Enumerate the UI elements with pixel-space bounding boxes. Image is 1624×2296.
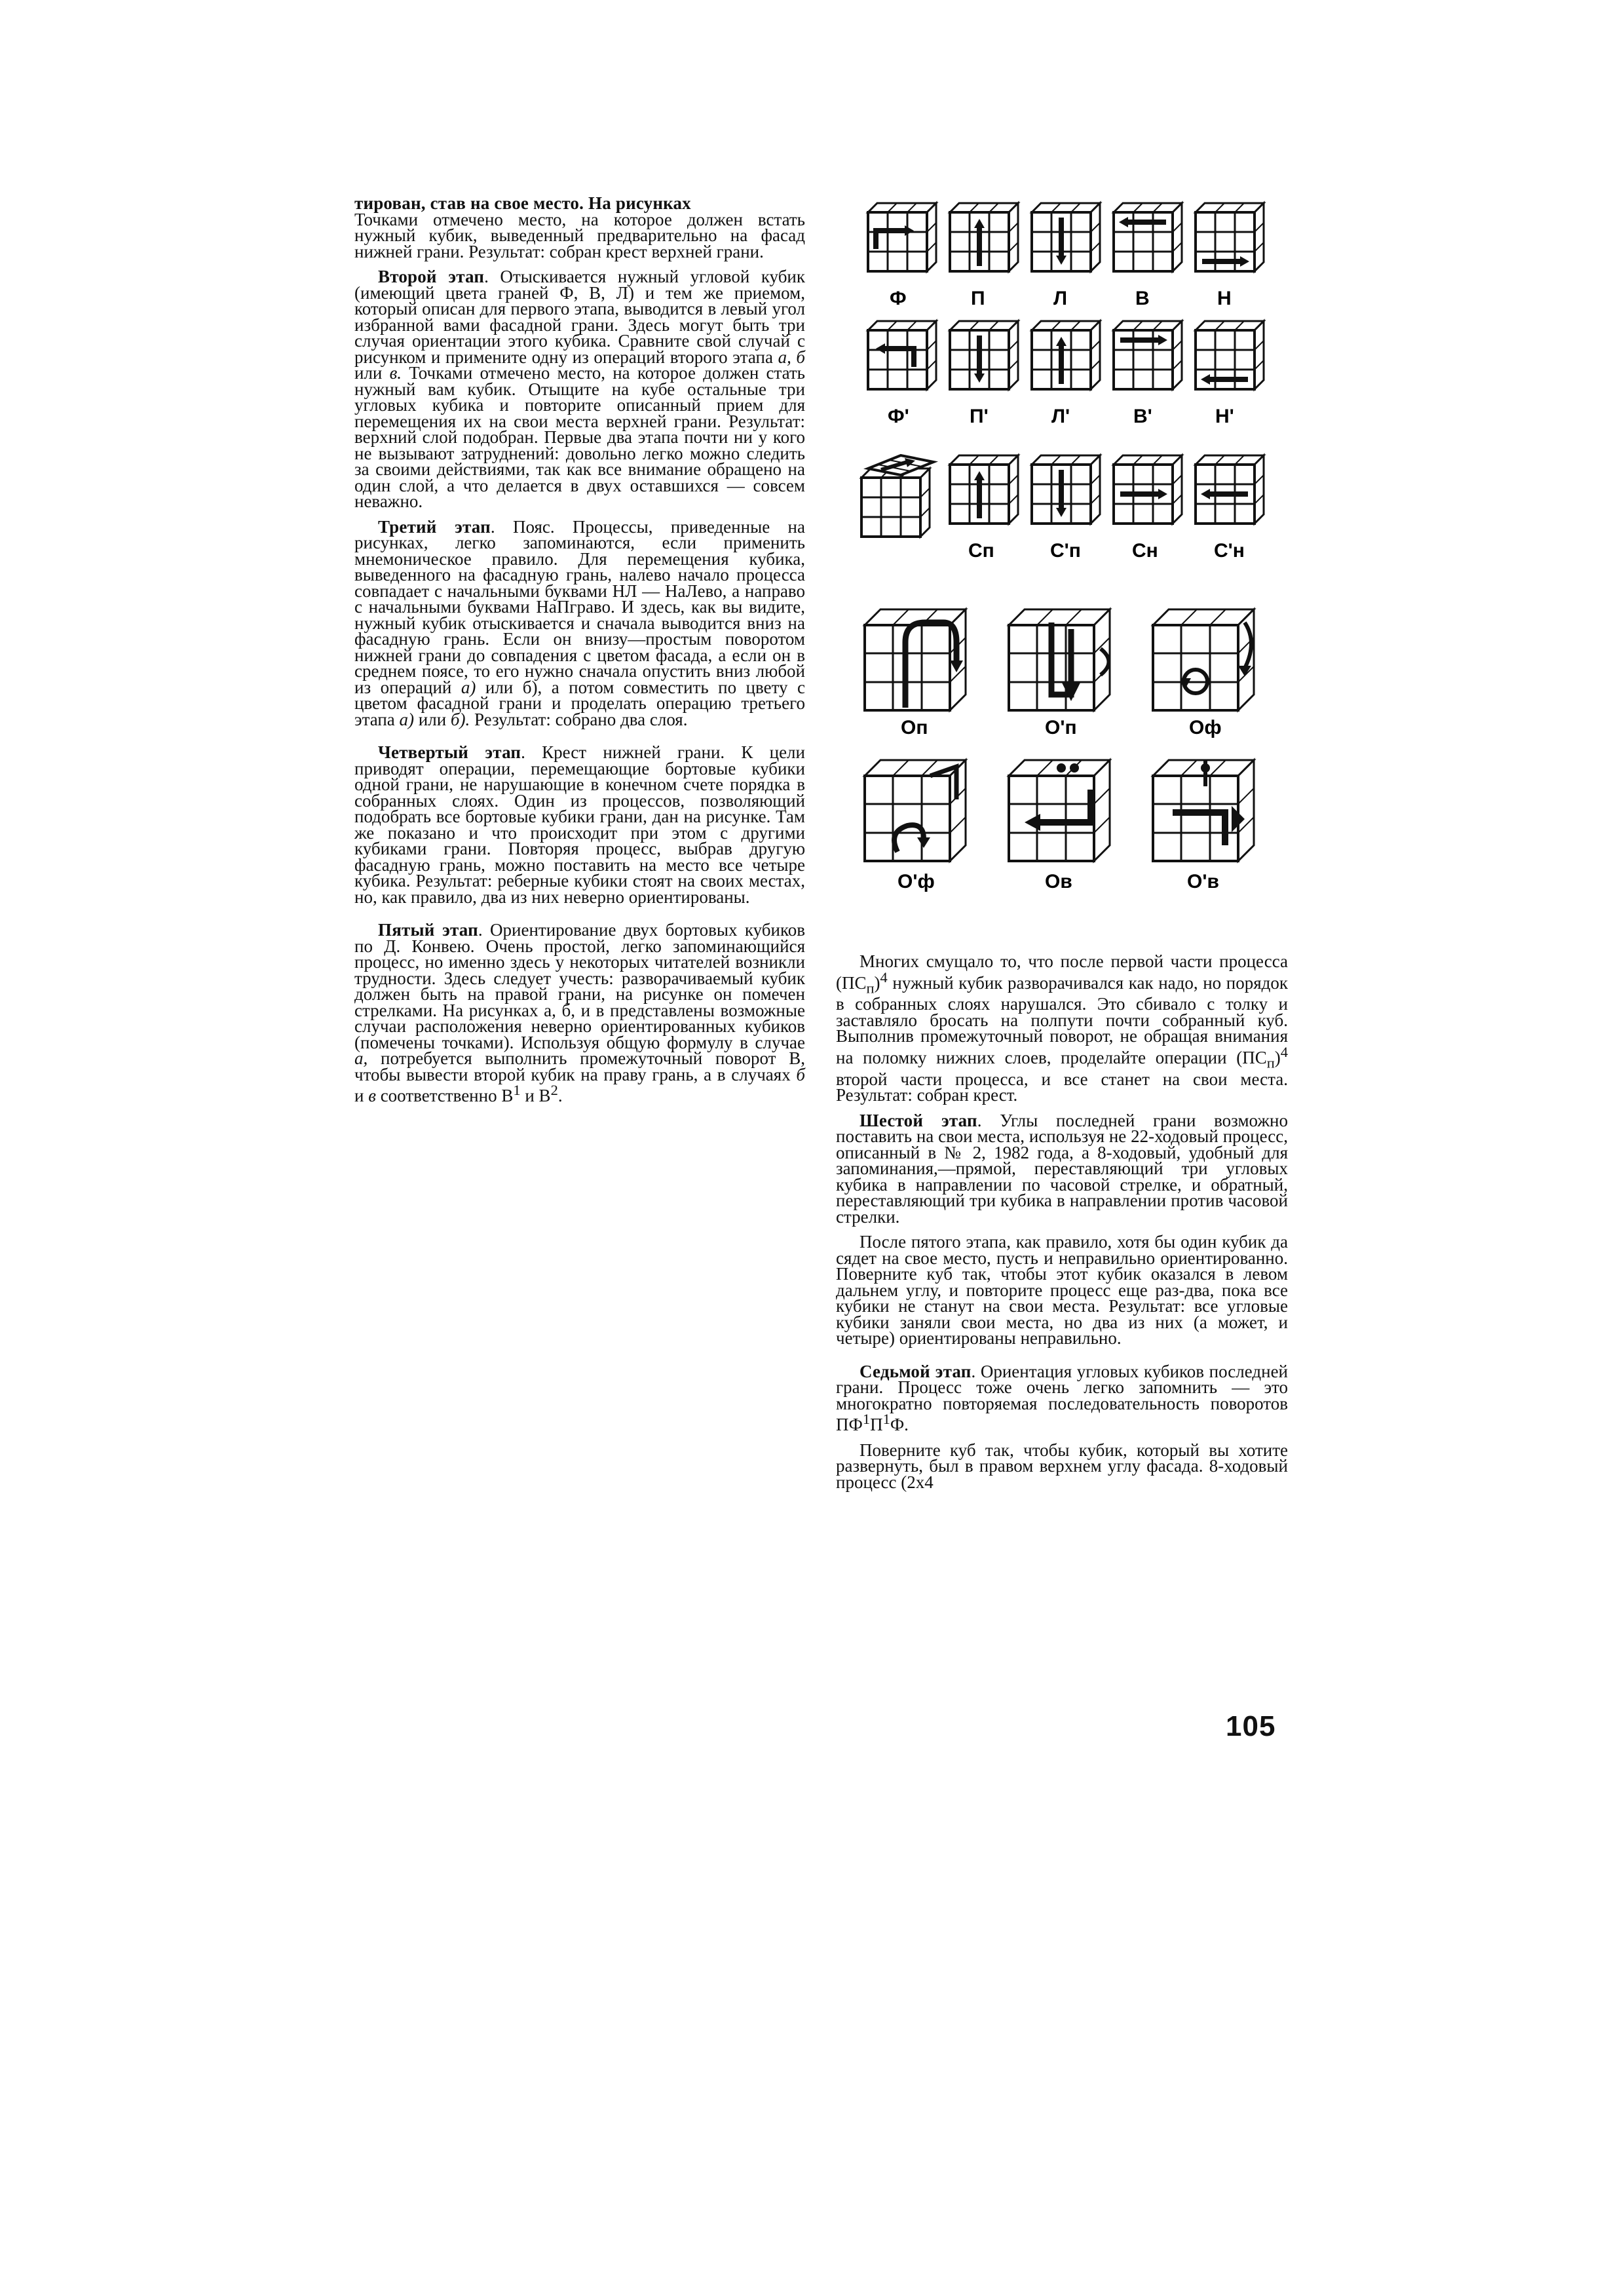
intro-text: Точками отмечено место, на которое должен встать нужный кубик, выведенный предварительно на фасад нижней грани. Результат: собран крест верхней грани.	[354, 209, 805, 261]
paragraph-stage-6	[836, 1110, 1288, 1227]
paragraph-text: )	[1274, 1047, 1281, 1067]
cube-diagram-V	[1114, 203, 1182, 271]
subscript: п	[1266, 1054, 1275, 1071]
label-L-prime: Л'	[1051, 406, 1070, 427]
stage-5-italic: в	[368, 1086, 376, 1105]
stage-5-text: потребуется выполнить промежуточный поворот В, чтобы вывести второй кубик на праву грань, а в случаях	[354, 1048, 805, 1084]
label-Sp-prime: С'п	[1050, 540, 1081, 562]
cube-diagram-Op-prime	[1009, 609, 1110, 710]
stage-5-text: соответственно В	[375, 1086, 514, 1105]
stage-3-heading: Третий этап	[378, 516, 491, 537]
left-column	[354, 195, 805, 1113]
stage-5-text: .	[557, 1086, 563, 1105]
cube-diagram-V-prime	[1114, 321, 1182, 389]
label-P-prime: П'	[970, 406, 989, 427]
paragraph-stage-4	[354, 744, 805, 905]
paragraph-confusion	[836, 953, 1288, 1103]
cube-diagram-N-prime	[1196, 321, 1264, 389]
stage-3-text: или б), а потом совместить по цвету с цветом фасадной грани и проделать операцию третьего этапа	[354, 677, 806, 729]
cube-diagram-Sp-prime	[1032, 455, 1100, 524]
subscript: п	[866, 979, 875, 996]
label-Op: Оп	[901, 717, 928, 738]
stage-7-heading: Седьмой этап	[859, 1361, 972, 1381]
stage-3-text: или	[414, 709, 451, 729]
paragraph-stage-5	[354, 922, 805, 1104]
stage-3-text: Результат: собрано два слоя.	[470, 709, 688, 729]
cube-diagram-Of-prime	[865, 760, 966, 861]
stage-2-text: Точками отмечено место, на которое должен стать нужный вам кубик. Отыщите на кубе остальные три угловых кубика и повторите описанный прием для перемещения их на свои места верхней грани. Результат: верхний слой подобран. Первые два этапа почти ни у кого не вызывают затруднений: довольно легко можно следить за своими действиями, так как все внимание обращено на один слой, а что делается в двух оставшихся — совсем неважно.	[354, 363, 805, 511]
paragraph-stage-7	[836, 1361, 1288, 1435]
stage-3-text: . Пояс. Процессы, приведенные на рисунках, легко запоминаются, если применить мнемоническое правило. Для перемещения кубика, выведенного на фасадную грань, налево начало процесса совпадает с начальными буквами НЛ — НаЛево, а направо с начальными буквами НаПграво. И здесь, как вы видите, нужный кубик отыскивается и сначала выводится вниз на фасадную грань. Если он внизу—простым поворотом нижней грани до совпадения с цветом фасада, а если он в среднем поясе, то его нужно сначала опустить вниз любой из операций	[354, 516, 805, 697]
stage-2-heading: Второй этап	[378, 267, 485, 286]
stage-5-text: и В	[520, 1086, 551, 1105]
cube-diagram-Of	[1153, 609, 1254, 710]
stage-4-text: . Крест нижней грани. К цели приводят операции, перемещающие бортовые кубики одной грани, не нарушающие в конечном счете порядка в собранных слоях. Один из процессов, позволяющий подобрать все бортовые кубики грани, дан на рисунке. Там же показано и что происходит при этом с другими кубиками грани. Повторяя процесс, выбрав другую фасадную грань, можно поставить на место все четыре кубика. Результат: реберные кубики стоят на своих местах, но, как правило, два из них неверно ориентированы.	[354, 742, 805, 907]
cube-diagram-P-prime	[950, 321, 1018, 389]
cube-diagram-F-prime	[868, 321, 936, 389]
superscript: 4	[880, 968, 888, 985]
label-Of-prime: О'ф	[897, 871, 935, 892]
stage-7-text: П	[870, 1415, 883, 1435]
cube-diagram-Ov	[1009, 760, 1110, 861]
label-Sp: Сп	[968, 540, 994, 562]
paragraph-text: второй части процесса, и все станет на свои места. Результат: собран крест.	[836, 1069, 1288, 1105]
label-P: П	[971, 288, 985, 309]
cube-operations-figure	[852, 197, 1271, 904]
superscript: 1	[882, 1411, 890, 1428]
stage-5-heading: Пятый этап	[378, 920, 478, 940]
label-Of: Оф	[1189, 717, 1222, 738]
intro-lead: тирован, став на свое место. На рисунках	[354, 193, 691, 213]
cube-diagram-Ov-prime	[1153, 760, 1254, 861]
label-Ov-prime: О'в	[1187, 871, 1219, 892]
stage-7-text: Ф.	[890, 1415, 909, 1435]
superscript: 4	[1280, 1043, 1288, 1060]
cube-diagram-rotated	[861, 455, 934, 537]
label-V-prime: В'	[1133, 406, 1152, 427]
label-L: Л	[1053, 288, 1068, 309]
cube-diagram-P	[950, 203, 1018, 271]
stage-2-text: . Отыскивается нужный угловой кубик (имеющий цвета граней Ф, В, Л) и тем же приемом, который описан для первого этапа, выводится в левый угол избранной вами фасадной грани. Здесь могут быть три случая ориентации этого кубика. Сравните свой случай с рисунком и примените одну из операций второго этапа	[354, 267, 806, 367]
paragraph-rotate-cube: Поверните куб так, чтобы кубик, который вы хотите развернуть, был в правом верхнем углу фасада. 8-ходовый процесс (2х4	[836, 1440, 1288, 1492]
label-V: В	[1135, 288, 1150, 309]
stage-4-heading: Четвертый этап	[378, 742, 521, 762]
superscript: 2	[550, 1082, 558, 1098]
label-F-prime: Ф'	[888, 406, 909, 427]
paragraph-stage-3	[354, 516, 806, 729]
label-Sn-prime: С'н	[1214, 540, 1245, 562]
stage-2-text: или	[354, 363, 390, 383]
label-Op-prime: О'п	[1045, 717, 1077, 738]
stage-3-italic: а)	[399, 709, 415, 729]
cube-diagram-N	[1196, 203, 1264, 271]
paragraph-intro	[354, 195, 805, 259]
stage-5-text: . Ориентирование двух бортовых кубиков по Д. Конвею. Очень простой, легко запоминающийся процесс, но именно здесь у некоторых читателей возникли трудности. Здесь следует учесть: разворачиваемый кубик должен быть на правой грани, на рисунке он помечен стрелками. На рисунках а, б, и в представлены возможные случаи расположения неверно ориентированных кубиков (помечены точками). Используя общую формулу в случае	[354, 920, 805, 1052]
right-column	[836, 953, 1288, 1499]
superscript: 1	[513, 1082, 521, 1098]
label-Ov: Ов	[1045, 871, 1072, 892]
paragraph-after-stage-5: После пятого этапа, как правило, хотя бы один кубик да сядет на свое место, пусть и неправильно ориентированно. Поверните куб так, чтобы этот кубик оказался в левом дальнем углу, и повторите процесс еще раз-два, пока все кубики не станут на свои места. Результат: все угловые кубики заняли свои места, но два из них (а может, и четыре) ориентированы неправильно.	[836, 1232, 1288, 1349]
label-F: Ф	[890, 288, 907, 309]
stage-2-italic: а, б	[778, 347, 805, 367]
label-N: Н	[1217, 288, 1232, 309]
cube-diagram-Sn-prime	[1196, 455, 1264, 524]
stage-2-italic: в.	[389, 363, 402, 383]
cube-diagram-F	[868, 203, 936, 271]
paragraph-text: нужный кубик разворачивался как надо, но порядок в собранных слоях нарушался. Это сбивало с толку и заставляло бросать на полпути почти собранный куб. Выполнив промежуточный поворот, не обращая внимания на поломку нижних слоев, проделайте операции (ПС	[836, 972, 1288, 1067]
cube-diagram-Op	[865, 609, 966, 710]
paragraph-text: )	[874, 972, 880, 993]
cube-diagram-L	[1032, 203, 1100, 271]
cube-diagram-Sp	[950, 455, 1018, 524]
stage-3-italic: б).	[450, 709, 470, 729]
stage-6-text: . Углы последней грани возможно поставить на свои места, используя не 22-ходовый процесс, описанный в № 2, 1982 года, а 8-ходовый, удобный для запоминания,—прямой, переставляющий три угловых кубика в направлении по часовой стрелке, и обратный, переставляющий три кубика в направлении против часовой стрелки.	[836, 1110, 1288, 1227]
paragraph-stage-2	[354, 269, 805, 510]
label-Sn: Сн	[1132, 540, 1158, 562]
page-number: 105	[1226, 1710, 1276, 1742]
superscript: 1	[862, 1411, 871, 1428]
stage-6-heading: Шестой этап	[859, 1110, 977, 1130]
paragraph-text: Многих смущало то, что после первой части процесса (ПС	[836, 951, 1288, 993]
label-N-prime: Н'	[1215, 406, 1234, 427]
stage-5-italic: б	[796, 1064, 805, 1084]
stage-3-italic: а)	[461, 677, 476, 697]
stage-5-text: и	[354, 1086, 369, 1105]
stage-7-text: . Ориентация угловых кубиков последней грани. Процесс тоже очень легко запомнить — это многократно повторяемая последовательность поворотов ПФ	[836, 1361, 1288, 1435]
cube-diagram-L-prime	[1032, 321, 1100, 389]
cube-diagram-Sn	[1114, 455, 1182, 524]
stage-5-italic: а,	[354, 1048, 368, 1068]
